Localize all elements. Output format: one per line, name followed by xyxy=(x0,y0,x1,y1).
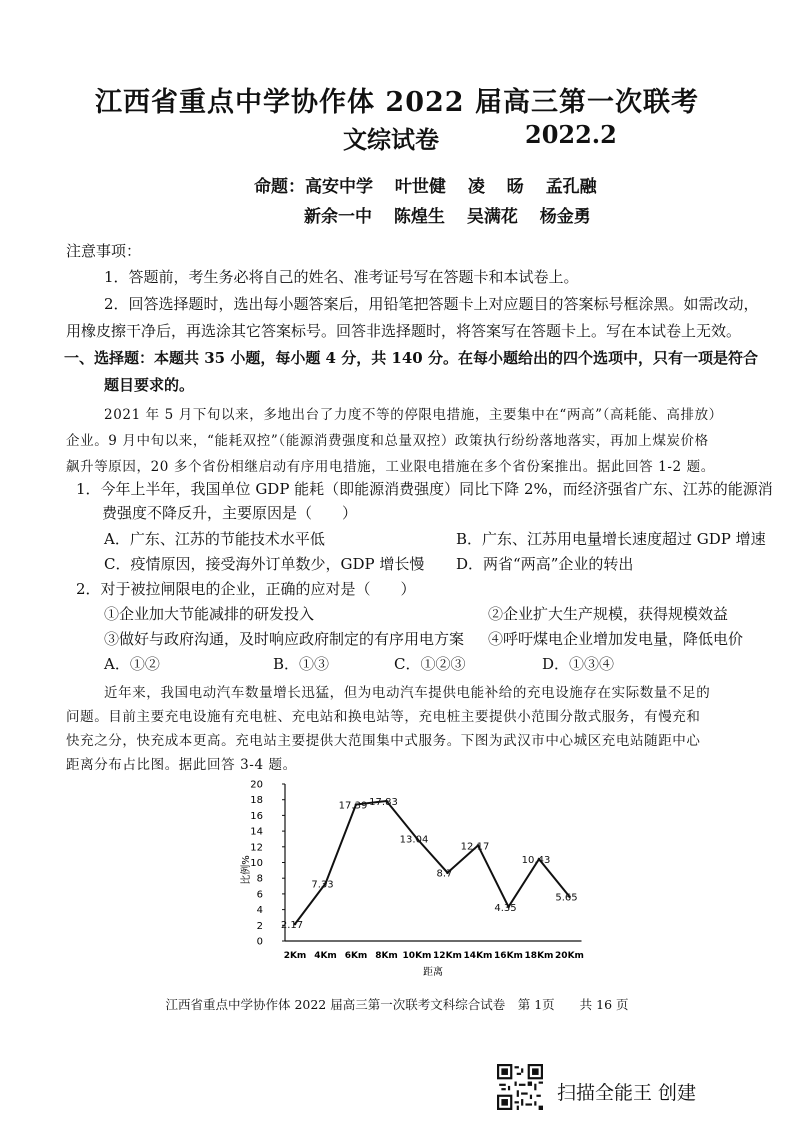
x-tick-label: 10Km xyxy=(402,951,432,961)
line-chart xyxy=(225,770,595,980)
question-2-option-c: C．①②③ xyxy=(394,655,466,673)
x-tick-label: 2Km xyxy=(283,951,307,961)
author-item: 叶世健 xyxy=(394,177,446,197)
passage-1-line: 飙升等原因，20 多个省份相继启动有序用电措施，工业限电措施在多个省份案推出。据此回答 1-2 题。 xyxy=(66,459,715,475)
x-tick-label: 4Km xyxy=(314,951,337,961)
scanner-watermark: 扫描全能王 创建 xyxy=(557,1082,697,1104)
y-tick-label: 0 xyxy=(256,936,263,948)
x-tick-label: 6Km xyxy=(344,951,368,961)
question-1-stem-cont: 费强度不降反升，主要原因是（ ） xyxy=(102,504,358,522)
x-tick-label: 12Km xyxy=(433,951,462,961)
passage-1-line: 企业。9 月中旬以来，“能耗双控”（能源消费强度和总量双控）政策执行纷纷落地落实，再加上煤炭价格 xyxy=(66,433,709,449)
qr-code-icon xyxy=(497,1064,543,1110)
data-label: 12.17 xyxy=(460,841,490,853)
exam-date: 2022.2 xyxy=(525,120,617,149)
notes-item-2-cont: 用橡皮擦干净后，再选涂其它答案标号。回答非选择题时，将答案写在答题卡上。写在本试卷上无效。 xyxy=(66,322,742,340)
exam-title: 江西省重点中学协作体 2022 届高三第一次联考 xyxy=(95,87,699,118)
y-tick-label: 20 xyxy=(250,779,263,791)
page-footer: 江西省重点中学协作体 2022 届高三第一次联考文科综合试卷 第 1页 共 16 页 xyxy=(165,997,629,1012)
x-tick-label: 18Km xyxy=(524,951,554,961)
question-1-option-d: D．两省“两高”企业的转出 xyxy=(456,555,634,573)
data-label: 13.04 xyxy=(399,834,429,846)
question-2-statement-1: ①企业加大节能减排的研发投入 xyxy=(104,605,315,623)
author-item: 吴满花 xyxy=(466,207,518,227)
question-2-stem: 2．对于被拉闸限电的企业，正确的应对是（ ） xyxy=(76,580,416,598)
x-tick-label: 20Km xyxy=(555,951,584,961)
data-label: 17.83 xyxy=(369,797,398,809)
passage-1-line: 2021 年 5 月下旬以来，多地出台了力度不等的停限电措施，主要集中在“两高”（高耗能、高排放） xyxy=(104,407,723,423)
notes-heading: 注意事项： xyxy=(66,242,142,260)
data-label: 7.33 xyxy=(311,879,334,891)
data-label: 2.17 xyxy=(280,919,304,931)
author-item: 陈煌生 xyxy=(393,207,445,227)
exam-subtitle: 文综试卷 xyxy=(343,125,439,154)
passage-2-line: 问题。目前主要充电设施有充电桩、充电站和换电站等，充电桩主要提供小范围分散式服务，有慢充和 xyxy=(66,709,701,725)
author-item: 杨金勇 xyxy=(539,207,591,227)
x-tick-label: 16Km xyxy=(494,951,523,961)
y-tick-label: 2 xyxy=(256,920,263,932)
y-tick-label: 14 xyxy=(250,826,263,838)
x-axis-title: 距离 xyxy=(423,967,443,978)
question-1-option-b: B．广东、江苏用电量增长速度超过 GDP 增速 xyxy=(456,530,766,548)
y-tick-label: 8 xyxy=(256,873,263,885)
question-1-option-c: C．疫情原因，接受海外订单数少，GDP 增长慢 xyxy=(104,555,425,573)
x-tick-label: 8Km xyxy=(375,951,398,961)
author-item: 新余一中 xyxy=(304,207,372,227)
y-axis-title: 比例% xyxy=(241,855,252,885)
y-tick-label: 10 xyxy=(250,858,263,869)
data-label: 8.7 xyxy=(436,868,453,880)
section-heading-cont: 题目要求的。 xyxy=(104,376,195,394)
passage-2-line: 快充之分，快充成本更高。充电站主要提供大范围集中式服务。下图为武汉市中心城区充电站随距中心 xyxy=(66,733,701,749)
data-label: 17.39 xyxy=(338,800,368,812)
question-2-option-a: A．①② xyxy=(104,655,160,673)
notes-item-1: 1．答题前，考生务必将自己的姓名、准考证号写在答题卡和本试卷上。 xyxy=(104,268,579,286)
y-tick-label: 6 xyxy=(256,889,263,901)
y-tick-label: 4 xyxy=(256,905,263,917)
data-label: 4.35 xyxy=(494,902,517,914)
data-label: 5.65 xyxy=(555,892,578,904)
passage-2-line: 近年来，我国电动汽车数量增长迅猛，但为电动汽车提供电能补给的充电设施存在实际数量不足的 xyxy=(104,685,711,701)
x-tick-label: 14Km xyxy=(463,951,493,961)
question-2-option-d: D．①③④ xyxy=(542,655,615,673)
passage-2-line: 距离分布占比图。据此回答 3-4 题。 xyxy=(66,757,297,773)
question-1-option-a: A．广东、江苏的节能技术水平低 xyxy=(104,530,325,548)
y-tick-label: 16 xyxy=(250,810,263,822)
author-item: 旸 xyxy=(506,177,524,197)
authors-line-1 xyxy=(254,172,597,197)
section-heading: 一、选择题：本题共 35 小题，每小题 4 分，共 140 分。在每小题给出的四个选项中，只有一项是符合 xyxy=(64,349,758,367)
authors-line-2 xyxy=(304,202,591,227)
question-2-statement-2: ②企业扩大生产规模，获得规模效益 xyxy=(488,605,729,623)
question-2-statement-4: ④呼吁煤电企业增加发电量，降低电价 xyxy=(488,630,744,648)
notes-item-2: 2．回答选择题时，选出每小题答案后，用铅笔把答题卡上对应题目的答案标号框涂黑。如需改动， xyxy=(104,295,759,313)
question-1-stem: 1．今年上半年，我国单位 GDP 能耗（即能源消费强度）同比下降 2%，而经济强省广东、江苏的能源消 xyxy=(76,480,773,498)
author-item: 凌 xyxy=(467,177,485,197)
data-label: 10.43 xyxy=(521,855,551,867)
y-tick-label: 18 xyxy=(250,795,263,807)
question-2-option-b: B．①③ xyxy=(273,655,330,673)
author-item: 孟孔融 xyxy=(545,177,597,197)
y-tick-label: 12 xyxy=(250,842,263,854)
author-item: 命题：高安中学 xyxy=(254,177,373,197)
question-2-statement-3: ③做好与政府沟通，及时响应政府制定的有序用电方案 xyxy=(104,630,465,648)
